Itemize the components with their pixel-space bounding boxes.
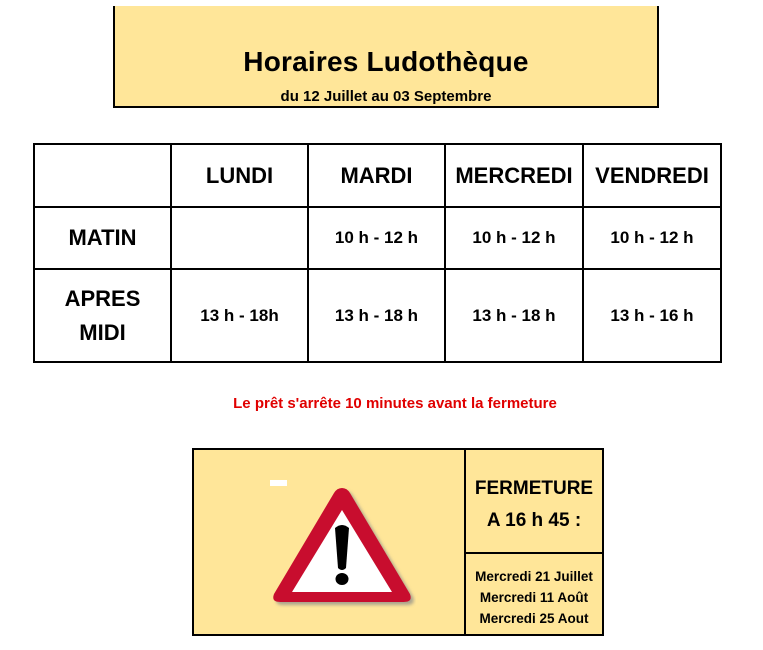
table-header-row bbox=[34, 144, 721, 207]
row-label-matin: MATIN bbox=[34, 207, 171, 269]
closure-title: FERMETURE bbox=[474, 478, 594, 499]
closure-date-item: Mercredi 21 Juillet bbox=[475, 569, 593, 584]
table-corner-cell bbox=[34, 144, 171, 207]
row-label-line-1: APRES bbox=[64, 285, 141, 311]
closure-header bbox=[466, 450, 602, 554]
table-cell: 13 h - 16 h bbox=[583, 269, 721, 362]
schedule-table bbox=[33, 143, 722, 363]
row-label-line-2: MIDI bbox=[79, 319, 126, 345]
loan-notice: Le prêt s'arrête 10 minutes avant la fermeture bbox=[233, 395, 557, 412]
header-box bbox=[113, 6, 659, 108]
table-row-matin bbox=[34, 207, 721, 269]
page-title: Horaires Ludothèque bbox=[243, 46, 529, 77]
table-cell: 13 h - 18 h bbox=[308, 269, 445, 362]
page-subtitle: du 12 Juillet au 03 Septembre bbox=[280, 88, 492, 105]
table-cell: 13 h - 18h bbox=[171, 269, 308, 362]
table-row-apres-midi bbox=[34, 269, 721, 362]
closure-date-item: Mercredi 11 Août bbox=[479, 590, 589, 605]
table-cell: 13 h - 18 h bbox=[445, 269, 583, 362]
column-header-mardi: MARDI bbox=[308, 144, 445, 207]
closure-date-item: Mercredi 25 Aout bbox=[479, 611, 589, 626]
table-cell: 10 h - 12 h bbox=[583, 207, 721, 269]
warning-triangle-icon bbox=[268, 480, 416, 608]
warning-panel bbox=[194, 450, 466, 634]
table-cell bbox=[171, 207, 308, 269]
column-header-mercredi: MERCREDI bbox=[445, 144, 583, 207]
row-label-apres-midi bbox=[34, 269, 171, 362]
closure-time: A 16 h 45 : bbox=[486, 510, 582, 531]
table-cell: 10 h - 12 h bbox=[308, 207, 445, 269]
closure-box bbox=[192, 448, 604, 636]
column-header-vendredi: VENDREDI bbox=[583, 144, 721, 207]
column-header-lundi: LUNDI bbox=[171, 144, 308, 207]
closure-dates bbox=[466, 566, 602, 629]
table-cell: 10 h - 12 h bbox=[445, 207, 583, 269]
